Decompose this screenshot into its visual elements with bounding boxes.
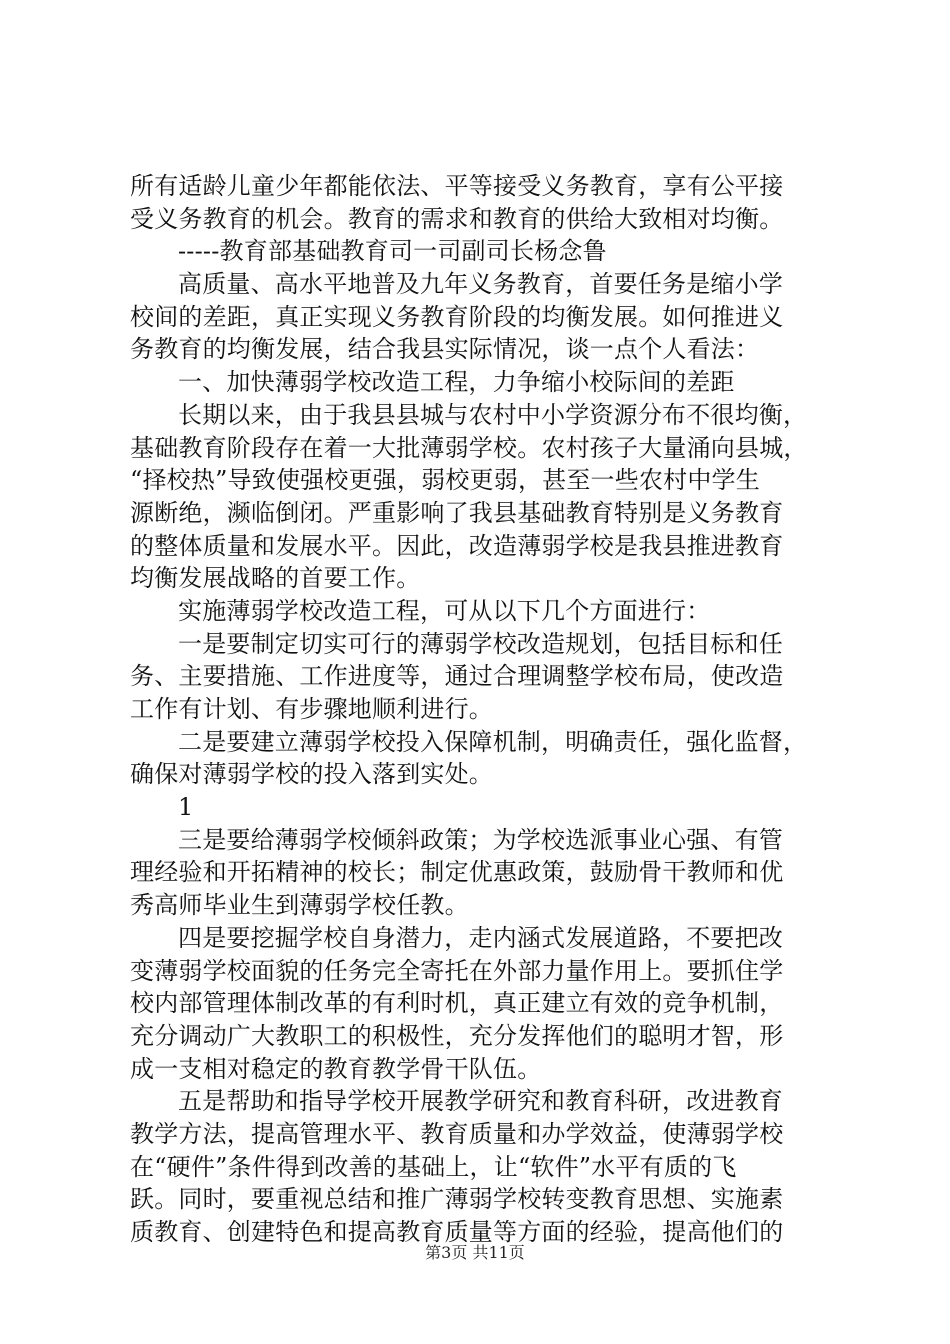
- text-line: 跃。同时，要重视总结和推广薄弱学校转变教育思想、实施素: [130, 1185, 784, 1214]
- paragraph-start: 高质量、高水平地普及九年义务教育，首要任务是缩小学: [178, 270, 783, 299]
- text-line: 的整体质量和发展水平。因此，改造薄弱学校是我县推进教育: [130, 531, 784, 560]
- section-heading: 一、加快薄弱学校改造工程，力争缩小校际间的差距: [178, 368, 735, 397]
- text-line: “择校热”导致使强校更强，弱校更弱，甚至一些农村中学生: [130, 466, 760, 495]
- paragraph-start: 五是帮助和指导学校开展教学研究和教育科研，改进教育: [178, 1087, 783, 1116]
- text-line: 理经验和开拓精神的校长；制定优惠政策，鼓励骨干教师和优: [130, 858, 784, 887]
- text-line: 均衡发展战略的首要工作。: [130, 564, 421, 593]
- text-line: 在“硬件”条件得到改善的基础上，让“软件”水平有质的飞: [130, 1152, 737, 1181]
- page-footer: 第3页 共11页: [425, 1243, 525, 1262]
- text-line: 校内部管理体制改革的有利时机，真正建立有效的竞争机制，: [130, 989, 784, 1018]
- text-line: 受义务教育的机会。教育的需求和教育的供给大致相对均衡。: [130, 204, 784, 233]
- text-line: 源断绝，濒临倒闭。严重影响了我县基础教育特别是义务教育: [130, 498, 784, 527]
- text-line: 基础教育阶段存在着一大批薄弱学校。农村孩子大量涌向县城，: [130, 433, 808, 462]
- paragraph-start: 长期以来，由于我县县城与农村中小学资源分布不很均衡，: [178, 400, 808, 429]
- text-line: 确保对薄弱学校的投入落到实处。: [130, 760, 493, 789]
- page-marker: 1: [178, 793, 194, 822]
- document-body: [130, 170, 830, 1249]
- text-line: 教学方法，提高管理水平、教育质量和办学效益，使薄弱学校: [130, 1119, 784, 1148]
- text-line: 变薄弱学校面貌的任务完全寄托在外部力量作用上。要抓住学: [130, 956, 784, 985]
- text-line: 所有适龄儿童少年都能依法、平等接受义务教育，享有公平接: [130, 172, 784, 200]
- paragraph-start: 二是要建立薄弱学校投入保障机制，明确责任，强化监督，: [178, 727, 808, 756]
- attribution-line: -----教育部基础教育司一司副司长杨念鲁: [178, 237, 607, 266]
- text-line: 工作有计划、有步骤地顺利进行。: [130, 695, 493, 723]
- text-line: 成一支相对稳定的教育教学骨干队伍。: [130, 1054, 542, 1083]
- paragraph-start: 三是要给薄弱学校倾斜政策；为学校选派事业心强、有管: [178, 825, 783, 854]
- paragraph-start: 实施薄弱学校改造工程，可从以下几个方面进行：: [178, 596, 711, 625]
- text-line: 务教育的均衡发展，结合我县实际情况，谈一点个人看法：: [130, 335, 760, 364]
- text-line: 质教育、创建特色和提高教育质量等方面的经验，提高他们的: [130, 1218, 784, 1246]
- paragraph-start: 一是要制定切实可行的薄弱学校改造规划，包括目标和任: [178, 629, 783, 658]
- text-line: 充分调动广大教职工的积极性，充分发挥他们的聪明才智，形: [130, 1021, 784, 1050]
- text-line: 秀高师毕业生到薄弱学校任教。: [130, 891, 469, 920]
- text-line: 校间的差距，真正实现义务教育阶段的均衡发展。如何推进义: [130, 302, 784, 331]
- text-line: 务、主要措施、工作进度等，通过合理调整学校布局，使改造: [130, 662, 784, 691]
- paragraph-start: 四是要挖掘学校自身潜力，走内涵式发展道路，不要把改: [178, 923, 783, 952]
